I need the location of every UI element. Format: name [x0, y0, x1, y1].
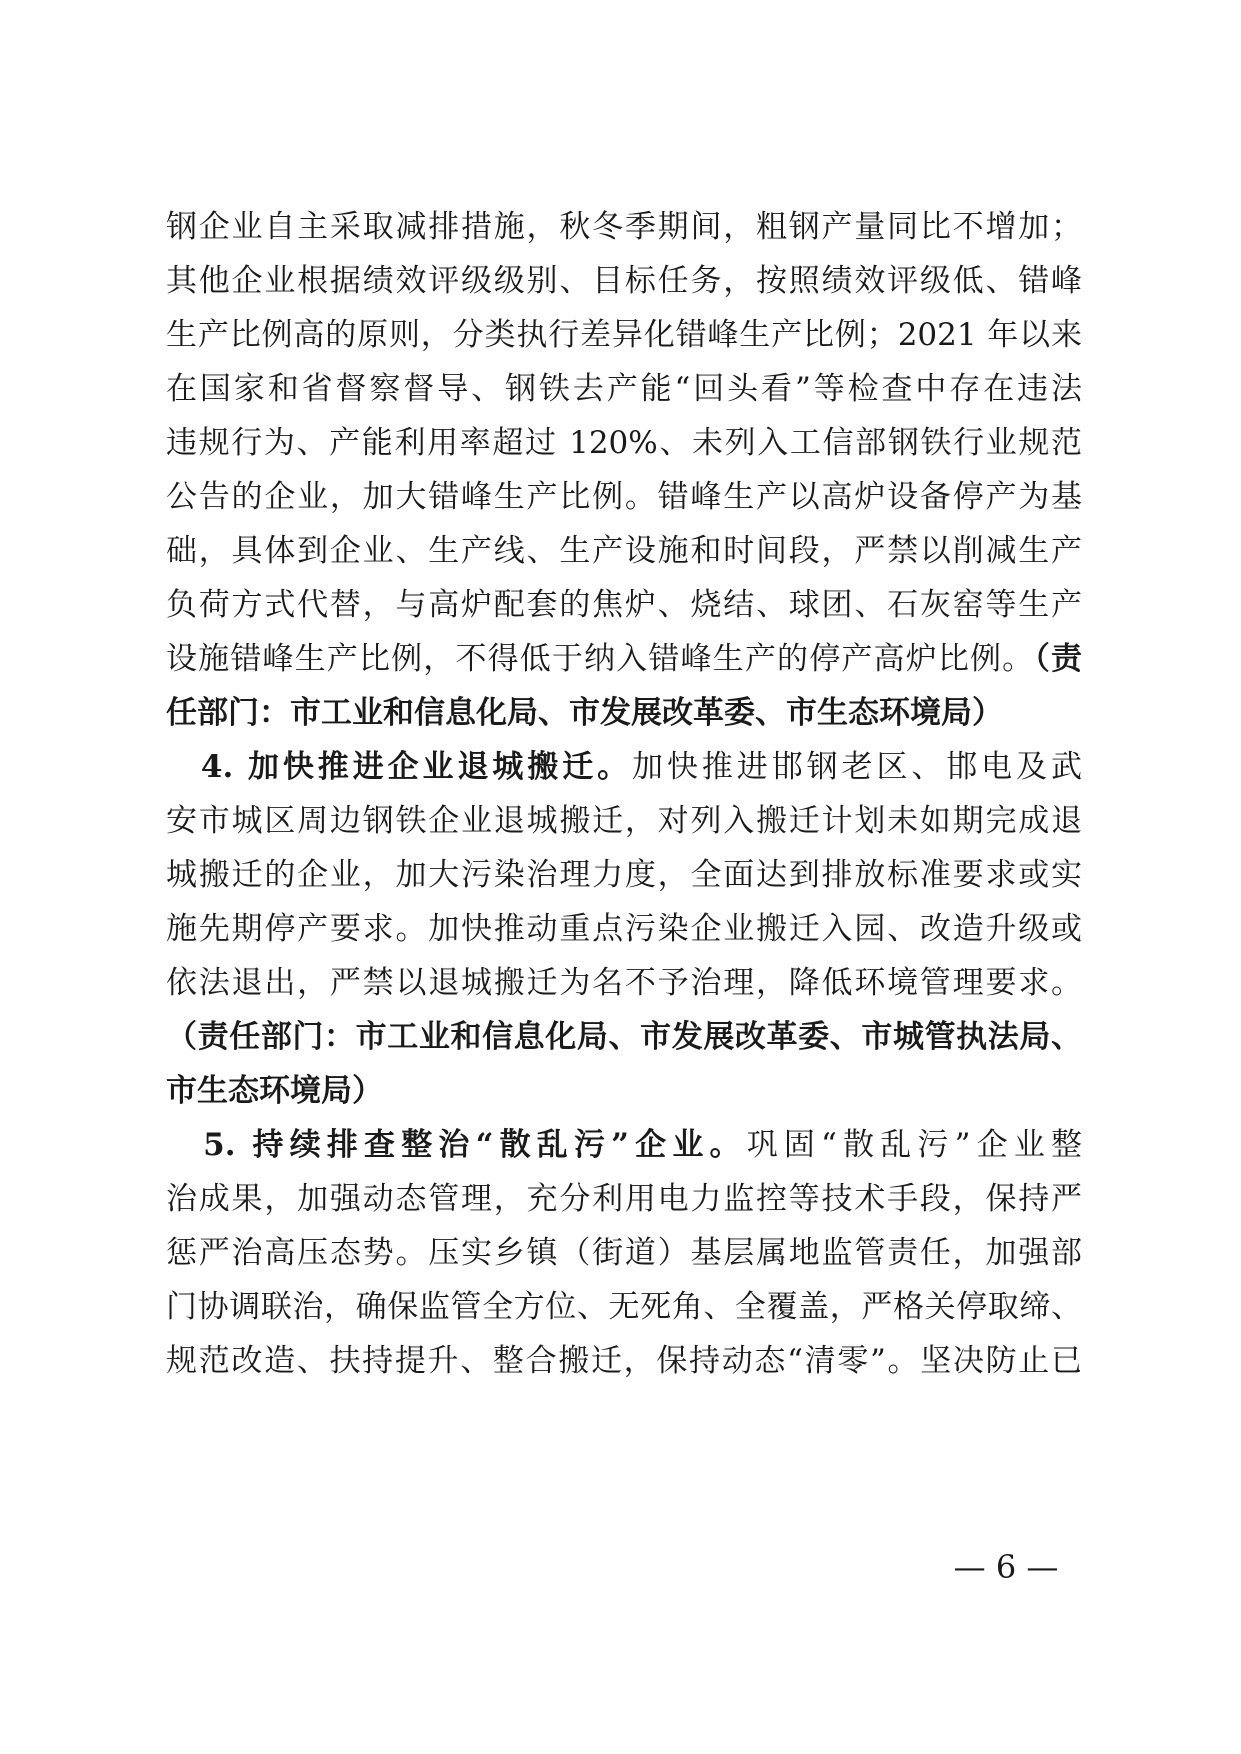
body-line-21	[166, 1277, 1082, 1337]
text-run: 规范改造、扶持提升、整合搬迁，保持动态“清零”。坚决防止已	[166, 1343, 1082, 1379]
body-line-12	[166, 791, 1082, 851]
section-4-heading-line	[166, 737, 1082, 797]
body-line-8	[166, 575, 1082, 635]
responsibility-line	[166, 1007, 1082, 1067]
responsibility-run: （责任部门：市工业和信息化局、市发展改革委、市城管执法局、	[166, 1019, 1082, 1055]
text-run: 依法退出，严禁以退城搬迁为名不予治理，降低环境管理要求。	[166, 965, 1082, 1001]
text-run: 公告的企业，加大错峰生产比例。错峰生产以高炉设备停产为基	[166, 479, 1082, 515]
text-run: 在国家和省督察督导、钢铁去产能“回头看”等检查中存在违法	[166, 371, 1082, 407]
section-5-heading-line	[166, 1115, 1082, 1175]
body-line-22	[166, 1331, 1082, 1391]
responsibility-line	[166, 1061, 1082, 1121]
responsibility-run: 市生态环境局）	[166, 1073, 383, 1109]
body-line-7	[166, 521, 1082, 581]
body-line-14	[166, 899, 1082, 959]
body-line-19	[166, 1169, 1082, 1229]
body-line-6	[166, 467, 1082, 527]
body-line-9	[166, 629, 1082, 689]
text-run: 门协调联治，确保监管全方位、无死角、全覆盖，严格关停取缔、	[166, 1289, 1082, 1325]
page-number: — 6 —	[953, 1548, 1059, 1586]
body-line-2	[166, 251, 1082, 311]
body-line-4	[166, 359, 1082, 419]
body-line-5	[166, 413, 1082, 473]
text-run: 生产比例高的原则，分类执行差异化错峰生产比例；2021 年以来	[166, 317, 1082, 353]
text-run: 城搬迁的企业，加大污染治理力度，全面达到排放标准要求或实	[166, 857, 1082, 893]
section-5-heading: 5. 持续排查整治“散乱污”企业。	[166, 1127, 747, 1163]
text-run: 负荷方式代替，与高炉配套的焦炉、烧结、球团、石灰窑等生产	[166, 587, 1082, 623]
text-run: 其他企业根据绩效评级级别、目标任务，按照绩效评级低、错峰	[166, 263, 1082, 299]
text-run: 治成果，加强动态管理，充分利用电力监控等技术手段，保持严	[166, 1181, 1082, 1217]
body-line-13	[166, 845, 1082, 905]
responsibility-run: 任部门：市工业和信息化局、市发展改革委、市生态环境局）	[166, 695, 1003, 731]
body-line-20	[166, 1223, 1082, 1283]
text-run: 巩固“散乱污”企业整	[746, 1127, 1082, 1163]
body-line-15	[166, 953, 1082, 1013]
responsibility-run: （责	[1034, 641, 1083, 677]
text-run: 惩严治高压态势。压实乡镇（街道）基层属地监管责任，加强部	[166, 1235, 1082, 1271]
text-run: 设施错峰生产比例，不得低于纳入错峰生产的停产高炉比例。	[166, 641, 1035, 677]
responsibility-line	[166, 683, 1082, 743]
text-run: 安市城区周边钢铁企业退城搬迁，对列入搬迁计划未如期完成退	[166, 803, 1082, 839]
text-run: 施先期停产要求。加快推动重点污染企业搬迁入园、改造升级或	[166, 911, 1082, 947]
text-run: 础，具体到企业、生产线、生产设施和时间段，严禁以削减生产	[166, 533, 1082, 569]
text-run: 加快推进邯钢老区、邯电及武	[632, 749, 1083, 785]
section-4-heading: 4. 加快推进企业退城搬迁。	[166, 749, 633, 785]
text-run: 违规行为、产能利用率超过 120%、未列入工信部钢铁行业规范	[166, 425, 1082, 461]
body-line-1	[166, 197, 1082, 257]
body-line-3	[166, 305, 1082, 365]
text-run: 钢企业自主采取减排措施，秋冬季期间，粗钢产量同比不增加；	[166, 209, 1082, 245]
